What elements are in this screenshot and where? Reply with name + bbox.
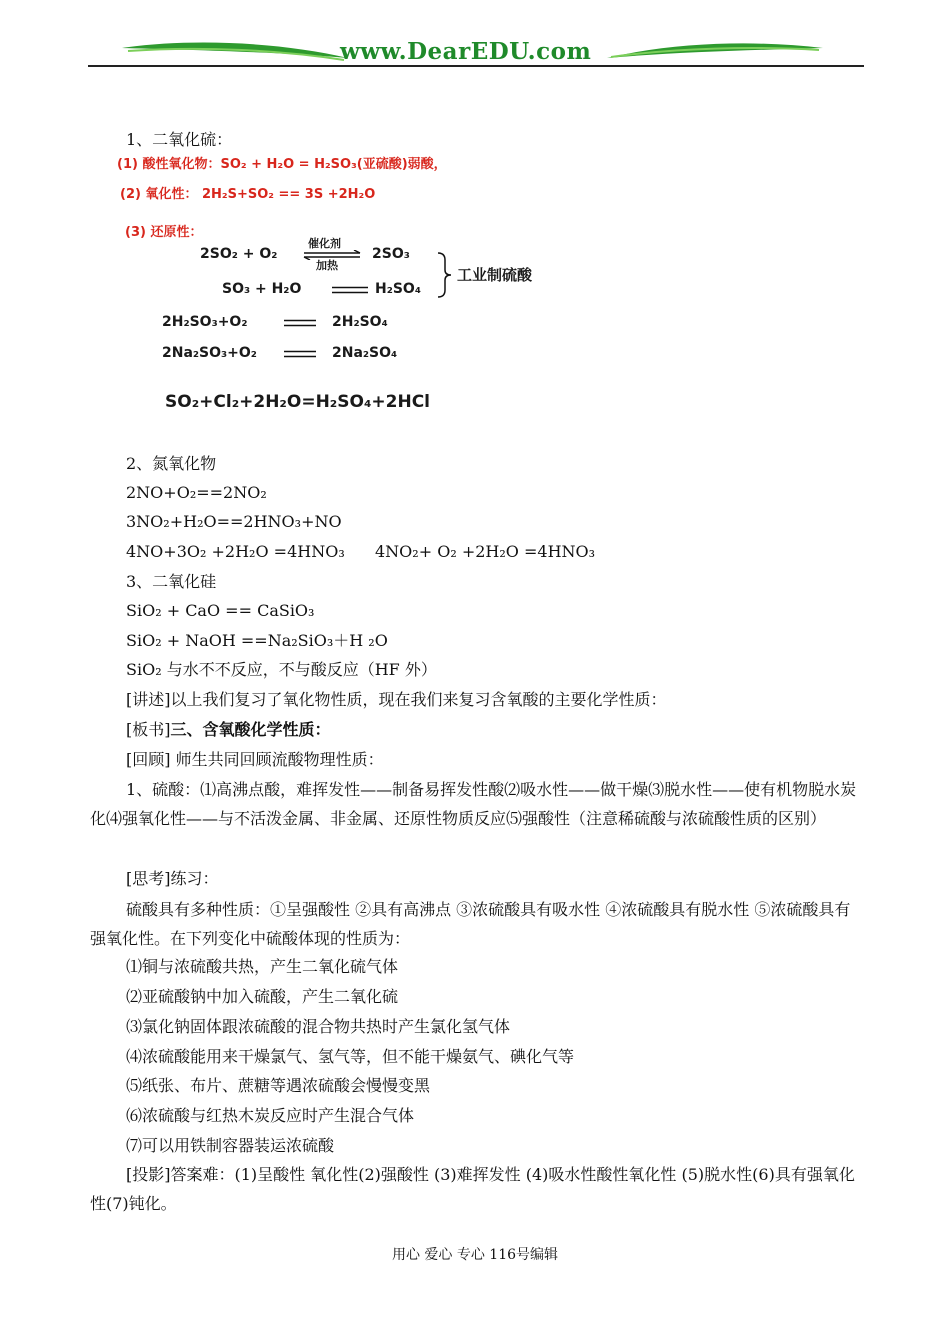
nitrogen-eq3b: 4NO₂+ O₂ +2H₂O =4HNO₃: [375, 542, 596, 561]
board-title: 三、含氧酸化学性质：: [170, 720, 331, 739]
eq1-left: 2SO₂ + O₂: [200, 246, 278, 262]
section1-heading: 1、二氧化硫：: [126, 130, 233, 149]
eq4-right: 2Na₂SO₄: [332, 345, 398, 361]
review-line: [回顾] 师生共同回顾流酸物理性质：: [126, 750, 384, 769]
nitrogen-eq2: 3NO₂+H₂O==2HNO₃+NO: [126, 512, 342, 531]
eq1-catalyst: 催化剂: [308, 237, 341, 250]
eq3-left: 2H₂SO₃+O₂: [162, 314, 248, 330]
answer-paragraph: [投影]答案难：(1)呈酸性 氧化性(2)强酸性 (3)难挥发性 (4)吸水性酸性氧化性 (5)脱水性(6)具有强氧化性(7)钝化。: [90, 1165, 855, 1213]
eq2-right: H₂SO₄: [375, 281, 421, 297]
section2-heading: 2、氮氧化物: [126, 454, 217, 473]
list-item: ⑷浓硫酸能用来干燥氯气、氢气等，但不能干燥氨气、碘化气等: [126, 1047, 575, 1066]
header-site-logo: www.DearEDU.com: [340, 38, 592, 65]
section3-heading: 3、二氧化硅: [126, 572, 217, 591]
nitrogen-eq1: 2NO+O₂==2NO₂: [126, 483, 267, 502]
equals-sign-icon: [284, 350, 316, 358]
list-item: ⑹浓硫酸与红热木炭反应时产生混合气体: [126, 1106, 415, 1125]
eq1-heat: 加热: [316, 259, 338, 272]
list-item: ⑺可以用铁制容器装运浓硫酸: [126, 1136, 335, 1155]
header-swoosh-right: [605, 38, 825, 68]
eq4-left: 2Na₂SO₃+O₂: [162, 345, 257, 361]
eq2-left: SO₃ + H₂O: [222, 281, 302, 297]
industry-label: 工业制硫酸: [457, 266, 533, 284]
header-rule: [88, 65, 864, 67]
list-item: ⑶氯化钠固体跟浓硫酸的混合物共热时产生氯化氢气体: [126, 1017, 511, 1036]
acid-oxide-property: (1) 酸性氧化物：SO₂ + H₂O = H₂SO₃(亚硫酸)弱酸，: [117, 157, 447, 172]
silica-eq2: SiO₂ + NaOH ==Na₂SiO₃＋H ₂O: [126, 631, 388, 650]
reducing-property: (3) 还原性：: [125, 225, 203, 240]
eq1-right: 2SO₃: [372, 246, 410, 262]
nitrogen-eq3a: 4NO+3O₂ +2H₂O =4HNO₃: [126, 542, 345, 561]
list-item: ⑴铜与浓硫酸共热，产生二氧化硫气体: [126, 957, 399, 976]
think-line: [思考]练习：: [126, 869, 219, 888]
eq3-right: 2H₂SO₄: [332, 314, 388, 330]
list-item: ⑸纸张、布片、蔗糖等遇浓硫酸会慢慢变黑: [126, 1076, 431, 1095]
header-swoosh-left: [120, 38, 350, 68]
silica-eq1: SiO₂ + CaO == CaSiO₃: [126, 601, 315, 620]
lecture-speech: [讲述]以上我们复习了氧化物性质，现在我们来复习含氧酸的主要化学性质：: [126, 690, 667, 709]
equals-sign-icon: [332, 286, 368, 294]
sulfuric-acid-paragraph: 1、硫酸：⑴高沸点酸，难挥发性——制备易挥发性酸⑵吸水性——做干燥⑶脱水性——使有机物脱水炭化⑷强氧化性——与不活泼金属、非金属、还原性物质反应⑸强酸性（注意稀硫酸与浓硫酸性质的区别）: [90, 780, 857, 828]
board-tag: [板书]: [126, 720, 171, 739]
question-paragraph: 硫酸具有多种性质：①呈强酸性 ②具有高沸点 ③浓硫酸具有吸水性 ④浓硫酸具有脱水性 ⑤浓硫酸具有强氧化性。在下列变化中硫酸体现的性质为：: [90, 900, 851, 948]
right-brace-icon: [436, 252, 452, 298]
silica-note: SiO₂ 与水不不反应，不与酸反应（HF 外）: [126, 660, 437, 679]
board-line: [126, 720, 331, 740]
oxidizing-property: (2) 氧化性： 2H₂S+SO₂ == 3S +2H₂O: [120, 187, 376, 202]
eq5: SO₂+Cl₂+2H₂O=H₂SO₄+2HCl: [165, 392, 430, 412]
page-footer: 用心 爱心 专心 116号编辑: [391, 1247, 559, 1263]
equals-sign-icon: [284, 319, 316, 327]
list-item: ⑵亚硫酸钠中加入硫酸，产生二氧化硫: [126, 987, 399, 1006]
